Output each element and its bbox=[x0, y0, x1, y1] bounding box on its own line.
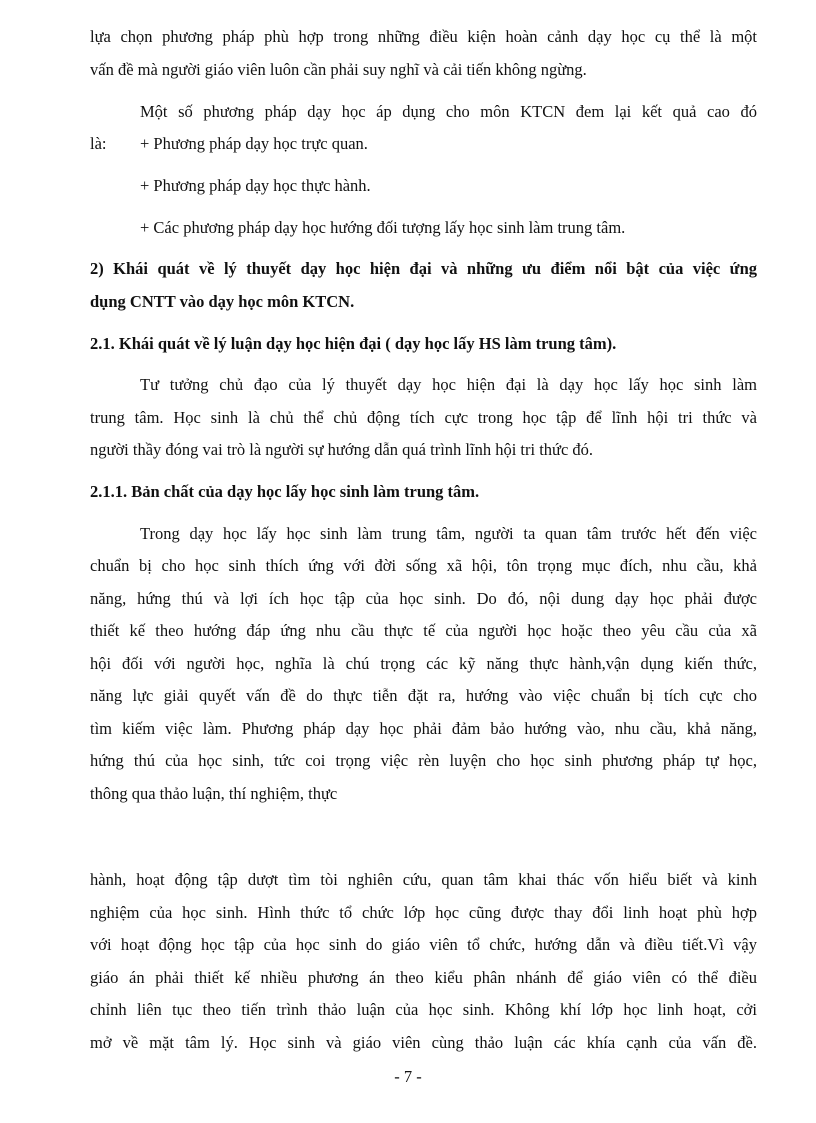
section-heading: dụng CNTT vào dạy học môn KTCN. bbox=[90, 292, 355, 311]
paragraph-line: Một số phương pháp dạy học áp dụng cho môn KTCN đem lại kết quả cao đó bbox=[140, 102, 757, 121]
paragraph-line: trung tâm. Học sinh là chủ thể chủ động tích cực trong học tập để lĩnh hội tri thức và bbox=[90, 408, 757, 427]
paragraph-line: giáo án phải thiết kế nhiều phương án theo kiểu phân nhánh để giáo viên có thể điều bbox=[90, 968, 757, 987]
paragraph-line: năng, hứng thú và lợi ích học tập của học sinh. Do đó, nội dung dạy học phải được bbox=[90, 589, 757, 608]
paragraph-line: lựa chọn phương pháp phù hợp trong những điều kiện hoàn cảnh dạy học cụ thể là một bbox=[90, 27, 757, 46]
paragraph-line: Tư tưởng chủ đạo của lý thuyết dạy học hiện đại là dạy học lấy học sinh làm bbox=[140, 375, 757, 394]
paragraph-line: là: bbox=[90, 134, 107, 153]
paragraph-line: vấn đề mà người giáo viên luôn cần phải suy nghĩ và cải tiến không ngừng. bbox=[90, 60, 587, 79]
paragraph-line: năng lực giải quyết vấn đề do thực tiễn đặt ra, hướng vào việc chuẩn bị tích cực cho bbox=[90, 686, 757, 705]
paragraph-line: chỉnh liên tục theo tiến trình thảo luận của học sinh. Không khí lớp học linh hoạt, cởi bbox=[90, 1000, 757, 1019]
paragraph-line: hứng thú của học sinh, tức coi trọng việc rèn luyện cho học sinh phương pháp tự học, bbox=[90, 751, 757, 770]
paragraph-line: mở về mặt tâm lý. Học sinh và giáo viên cùng thảo luận các khía cạnh của vấn đề. bbox=[90, 1033, 757, 1052]
list-item: + Các phương pháp dạy học hướng đối tượng lấy học sinh làm trung tâm. bbox=[140, 218, 626, 237]
paragraph-line: hội đối với người học, nghĩa là chú trọng các kỹ năng thực hành,vận dụng kiến thức, bbox=[90, 654, 757, 673]
section-heading: 2) Khái quát về lý thuyết dạy học hiện đại và những ưu điểm nổi bật của việc ứng bbox=[90, 259, 757, 278]
paragraph-line: với hoạt động học tập của học sinh do giáo viên tổ chức, hướng dẫn và điều tiết.Vì vậy bbox=[90, 935, 757, 954]
subsection-heading: 2.1.1. Bản chất của dạy học lấy học sinh làm trung tâm. bbox=[90, 482, 480, 501]
paragraph-line: hành, hoạt động tập dượt tìm tòi nghiên cứu, quan tâm khai thác vốn hiểu biết và kinh bbox=[90, 870, 757, 889]
paragraph-line: chuẩn bị cho học sinh thích ứng với đời sống xã hội, tôn trọng mục đích, nhu cầu, khả bbox=[90, 556, 757, 575]
paragraph-line: nghiệm của học sinh. Hình thức tổ chức lớp học cũng được thay đổi linh hoạt phù hợp bbox=[90, 903, 757, 922]
paragraph-line: thiết kế theo hướng đáp ứng nhu cầu thực tế của người học hoặc theo yêu cầu của xã bbox=[90, 621, 757, 640]
subsection-heading: 2.1. Khái quát về lý luận dạy học hiện đại ( dạy học lấy HS làm trung tâm). bbox=[90, 334, 617, 353]
paragraph-line: Trong dạy học lấy học sinh làm trung tâm, người ta quan tâm trước hết đến việc bbox=[140, 524, 757, 543]
paragraph-line: người thầy đóng vai trò là người sự hướng dẫn quá trình lĩnh hội tri thức đó. bbox=[90, 440, 594, 459]
paragraph-line: thông qua thảo luận, thí nghiệm, thực bbox=[90, 784, 338, 803]
page-number: - 7 - bbox=[394, 1067, 422, 1086]
list-item: + Phương pháp dạy học thực hành. bbox=[140, 176, 371, 195]
list-item: + Phương pháp dạy học trực quan. bbox=[140, 134, 368, 153]
paragraph-line: tìm kiếm việc làm. Phương pháp dạy học phải đảm bảo hướng vào, nhu cầu, khả năng, bbox=[90, 719, 757, 738]
